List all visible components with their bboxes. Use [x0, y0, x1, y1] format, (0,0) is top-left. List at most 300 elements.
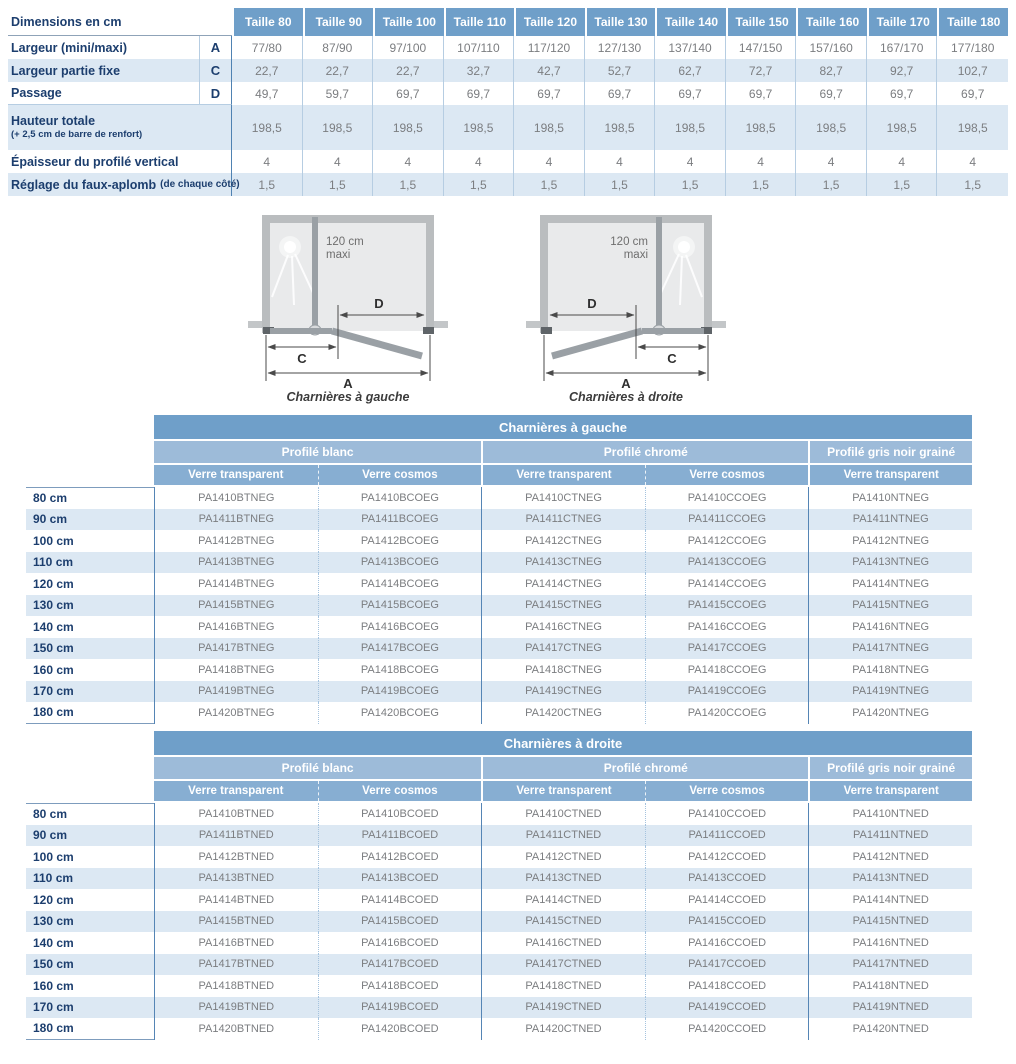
- dimension-value-cell: 52,7: [585, 59, 656, 82]
- product-row: [26, 616, 972, 638]
- spacer: [26, 731, 154, 755]
- size-header-cell: Taille 140: [655, 8, 726, 36]
- product-code-cell: PA1418BCOEG: [318, 659, 482, 681]
- dimension-value-cell: 198,5: [867, 105, 938, 150]
- dimension-value-cell: 82,7: [796, 59, 867, 82]
- spacer: [26, 415, 154, 439]
- dimension-value-cell: 4: [585, 150, 656, 173]
- product-code-cell: PA1417BTNEG: [154, 638, 318, 660]
- product-code-cell: PA1419CTNEG: [481, 681, 645, 703]
- row-label: Largeur (mini/maxi): [8, 36, 200, 59]
- product-code-cell: PA1410BCOEG: [318, 487, 482, 509]
- product-code-cell: PA1415CCOED: [645, 911, 809, 933]
- size-label: 140 cm: [33, 619, 74, 634]
- product-code-cell: PA1412CTNEG: [481, 530, 645, 552]
- product-code-cell: PA1416CTNEG: [481, 616, 645, 638]
- product-code-cell: PA1411CTNEG: [481, 509, 645, 531]
- product-code-cell: PA1416CCOED: [645, 932, 809, 954]
- size-label: 110 cm: [33, 555, 74, 570]
- product-code-cell: PA1419BTNEG: [154, 681, 318, 703]
- profile-chrome-header: Profilé chromé: [481, 757, 808, 779]
- dimension-value-cell: 102,7: [957, 63, 988, 78]
- product-code-cell: PA1416NTNEG: [808, 616, 972, 638]
- profile-chrome-header: Profilé chromé: [481, 441, 808, 463]
- product-code-cell: PA1410NTNED: [808, 803, 972, 825]
- product-row: [26, 803, 972, 825]
- product-code-cell: PA1413BTNEG: [154, 552, 318, 574]
- dimension-value-cell: 69,7: [726, 82, 797, 105]
- dimension-value-cell: 87/90: [303, 36, 374, 59]
- row-largeur-partie-fixe: [8, 59, 1008, 82]
- spacer: [26, 757, 154, 779]
- bottom-sill: [642, 328, 704, 334]
- product-code-cell: PA1416BTNEG: [154, 616, 318, 638]
- product-code-cell: PA1415BTNED: [154, 911, 318, 933]
- product-code-cell: PA1417CTNED: [481, 954, 645, 976]
- profile-gris-noir-header: Profilé gris noir grainé: [808, 757, 972, 779]
- size-header-cell: Taille 130: [585, 8, 656, 36]
- diagram-hinges-right: [526, 209, 726, 395]
- product-table-body: [26, 487, 972, 724]
- dim-c-label: C: [667, 351, 677, 366]
- product-code-cell: PA1414BTNEG: [154, 573, 318, 595]
- product-code-cell: PA1419NTNED: [808, 997, 972, 1019]
- dimension-value-cell: 69,7: [373, 82, 444, 105]
- row-label-sub: (+ 2,5 cm de barre de renfort): [11, 129, 143, 141]
- dim-a-label: A: [621, 376, 631, 391]
- row-epaisseur-profile: [8, 150, 1008, 173]
- product-code-cell: PA1413BCOEG: [318, 552, 482, 574]
- spacer: [26, 441, 154, 463]
- product-code-cell: PA1413CCOED: [645, 868, 809, 890]
- product-code-cell: PA1411BTNEG: [154, 509, 318, 531]
- product-code-cell: PA1419NTNEG: [808, 681, 972, 703]
- glass-type-header: Verre transparent: [154, 781, 318, 801]
- product-code-cell: PA1414BTNED: [154, 889, 318, 911]
- caption-hinges-right: Charnières à droite: [569, 390, 683, 404]
- dimension-value-cell: 198,5: [232, 105, 303, 150]
- dimension-value-cell: 4: [303, 150, 374, 173]
- profile-blanc-header: Profilé blanc: [154, 441, 481, 463]
- product-row: [26, 659, 972, 681]
- dimension-value-cell: 4: [969, 154, 977, 169]
- product-code-cell: PA1420BTNEG: [154, 702, 318, 724]
- product-code-cell: PA1414CCOEG: [645, 573, 809, 595]
- product-code-cell: PA1412CCOEG: [645, 530, 809, 552]
- product-row: [26, 552, 972, 574]
- size-header-cell: Taille 110: [444, 8, 515, 36]
- product-code-cell: PA1412CTNED: [481, 846, 645, 868]
- product-code-cell: PA1417NTNED: [808, 954, 972, 976]
- product-code-cell: PA1420CCOED: [645, 1018, 809, 1040]
- dimension-value-cell: 1,5: [655, 173, 726, 196]
- row-label-main: Hauteur totale: [11, 113, 96, 128]
- product-code-cell: PA1412CCOED: [645, 846, 809, 868]
- dim-d-label: D: [374, 296, 384, 311]
- dimension-value-cell: 198,5: [796, 105, 867, 150]
- product-code-cell: PA1420NTNEG: [808, 702, 972, 724]
- product-code-cell: PA1416BTNED: [154, 932, 318, 954]
- profile-header-row: [26, 441, 972, 463]
- row-letter: A: [200, 36, 232, 59]
- product-code-cell: PA1411NTNEG: [808, 509, 972, 531]
- product-code-cell: PA1420CCOEG: [645, 702, 809, 724]
- size-header-cell: Taille 90: [303, 8, 374, 36]
- diagram-hinges-left: [248, 209, 448, 395]
- row-label: [8, 105, 232, 150]
- dimension-value-cell: 198,5: [373, 105, 444, 150]
- caption-hinges-left: Charnières à gauche: [286, 390, 410, 404]
- product-code-cell: PA1413BTNED: [154, 868, 318, 890]
- dimension-value-cell: 198,5: [957, 120, 988, 135]
- profile-gris-noir-header: Profilé gris noir grainé: [808, 441, 972, 463]
- product-code-cell: PA1419BCOED: [318, 997, 482, 1019]
- product-row: [26, 573, 972, 595]
- dimension-value-cell: 59,7: [303, 82, 374, 105]
- size-header-cell: Taille 160: [796, 8, 867, 36]
- product-code-cell: PA1413CTNEG: [481, 552, 645, 574]
- product-code-cell: PA1418NTNED: [808, 975, 972, 997]
- product-code-cell: PA1419BCOEG: [318, 681, 482, 703]
- size-header-cell: Taille 80: [232, 8, 303, 36]
- dimension-value-cell: 4: [232, 150, 303, 173]
- product-code-cell: PA1410CTNED: [481, 803, 645, 825]
- glass-type-header: Verre transparent: [154, 465, 318, 485]
- product-code-cell: PA1415BTNEG: [154, 595, 318, 617]
- product-code-cell: PA1417BTNED: [154, 954, 318, 976]
- size-label: 100 cm: [33, 533, 74, 548]
- product-code-cell: PA1412BTNED: [154, 846, 318, 868]
- size-label: 90 cm: [33, 828, 68, 843]
- product-code-cell: PA1420BCOEG: [318, 702, 482, 724]
- dimension-value-cell: 198,5: [444, 105, 515, 150]
- product-code-cell: PA1410CCOED: [645, 803, 809, 825]
- product-code-cell: PA1414NTNEG: [808, 573, 972, 595]
- product-row: [26, 911, 972, 933]
- product-code-cell: PA1415NTNEG: [808, 595, 972, 617]
- row-label-sub: (de chaque côté): [160, 179, 240, 190]
- product-code-cell: PA1414BCOED: [318, 889, 482, 911]
- glass-type-header: Verre transparent: [808, 465, 972, 485]
- product-code-cell: PA1418NTNEG: [808, 659, 972, 681]
- product-row: [26, 846, 972, 868]
- glass-type-header: Verre transparent: [481, 465, 645, 485]
- dimension-value-cell: 198,5: [514, 105, 585, 150]
- size-label: 100 cm: [33, 849, 74, 864]
- product-code-cell: PA1411CCOEG: [645, 509, 809, 531]
- product-code-cell: PA1416NTNED: [808, 932, 972, 954]
- product-table-title-row: [26, 731, 972, 755]
- product-code-cell: PA1410BCOED: [318, 803, 482, 825]
- row-label: Passage: [8, 82, 200, 105]
- dimensions-corner-label: Dimensions en cm: [8, 8, 232, 36]
- dimension-value-cell: 22,7: [232, 59, 303, 82]
- product-code-cell: PA1413BCOED: [318, 868, 482, 890]
- product-code-cell: PA1417CTNEG: [481, 638, 645, 660]
- dimension-value-cell: 127/130: [585, 36, 656, 59]
- product-code-cell: PA1414CTNED: [481, 889, 645, 911]
- glass-header-row: [26, 465, 972, 485]
- size-label: 180 cm: [26, 1018, 154, 1040]
- size-label: 110 cm: [33, 871, 74, 886]
- dimension-value-cell: 1,5: [964, 177, 982, 192]
- product-code-cell: PA1417CCOEG: [645, 638, 809, 660]
- product-code-cell: PA1411BCOED: [318, 825, 482, 847]
- dimension-value-cell: 167/170: [867, 36, 938, 59]
- product-code-cell: PA1420BTNED: [154, 1018, 318, 1040]
- dimension-value-cell: 22,7: [303, 59, 374, 82]
- dimension-value-cell: 69,7: [585, 82, 656, 105]
- dimension-value-cell: 62,7: [655, 59, 726, 82]
- size-label: 160 cm: [33, 662, 74, 677]
- product-code-cell: PA1418BCOED: [318, 975, 482, 997]
- glass-header-row: [26, 781, 972, 801]
- dimension-value-cell: 147/150: [726, 36, 797, 59]
- row-label: Largeur partie fixe: [8, 59, 200, 82]
- product-code-cell: PA1414BCOEG: [318, 573, 482, 595]
- product-row: [26, 509, 972, 531]
- size-label: 120 cm: [33, 892, 74, 907]
- dim-d-label: D: [587, 296, 597, 311]
- size-header-cell: Taille 100: [373, 8, 444, 36]
- size-label: 150 cm: [33, 957, 74, 972]
- dimension-value-cell: 69,7: [867, 82, 938, 105]
- dimension-value-cell: 1,5: [585, 173, 656, 196]
- dim-c-label: C: [297, 351, 307, 366]
- row-reglage-faux-aplomb: [8, 173, 1008, 196]
- product-row: [26, 1018, 972, 1040]
- size-label: 130 cm: [33, 914, 74, 929]
- spacer: [26, 781, 154, 801]
- product-row: [26, 889, 972, 911]
- dimension-value-cell: 107/110: [444, 36, 515, 59]
- dimension-value-cell: 157/160: [796, 36, 867, 59]
- door-open: [332, 331, 422, 356]
- product-row: [26, 595, 972, 617]
- size-label: 130 cm: [33, 598, 74, 613]
- product-code-cell: PA1418CCOED: [645, 975, 809, 997]
- product-code-cell: PA1415NTNED: [808, 911, 972, 933]
- profile-header-row: [26, 757, 972, 779]
- row-letter: D: [200, 82, 232, 105]
- dimension-value-cell: 42,7: [514, 59, 585, 82]
- product-code-cell: PA1414CTNEG: [481, 573, 645, 595]
- dimension-value-cell: 198,5: [303, 105, 374, 150]
- size-label: 90 cm: [33, 512, 68, 527]
- dimension-value-cell: 4: [867, 150, 938, 173]
- dimension-value-cell: 177/180: [951, 40, 995, 55]
- product-row: [26, 681, 972, 703]
- product-code-cell: PA1419CTNED: [481, 997, 645, 1019]
- size-label: 150 cm: [33, 641, 74, 656]
- dimension-value-cell: 22,7: [373, 59, 444, 82]
- glass-type-header: Verre transparent: [808, 781, 972, 801]
- max-width-label: 120 cm maxi: [326, 236, 364, 261]
- product-code-cell: PA1417BCOED: [318, 954, 482, 976]
- size-label: 180 cm: [26, 702, 154, 724]
- product-code-cell: PA1411CTNED: [481, 825, 645, 847]
- product-code-cell: PA1420NTNED: [808, 1018, 972, 1040]
- dimension-value-cell: 1,5: [373, 173, 444, 196]
- dimension-value-cell: 4: [444, 150, 515, 173]
- product-code-cell: PA1420CTNED: [481, 1018, 645, 1040]
- size-label: 170 cm: [33, 684, 74, 699]
- size-label: 170 cm: [33, 1000, 74, 1015]
- dimension-value-cell: 137/140: [655, 36, 726, 59]
- product-table-title: Charnières à droite: [154, 731, 972, 755]
- size-header-cell: Taille 180: [937, 8, 1008, 36]
- size-label: 80 cm: [26, 803, 154, 825]
- dimension-value-cell: 49,7: [232, 82, 303, 105]
- product-row: [26, 702, 972, 724]
- dimensions-table: [8, 8, 1008, 196]
- row-label: [8, 173, 240, 196]
- product-row: [26, 487, 972, 509]
- product-code-cell: PA1416BCOEG: [318, 616, 482, 638]
- product-row: [26, 638, 972, 660]
- dimension-value-cell: 92,7: [867, 59, 938, 82]
- product-row: [26, 975, 972, 997]
- product-code-cell: PA1411CCOED: [645, 825, 809, 847]
- product-code-cell: PA1417NTNEG: [808, 638, 972, 660]
- dimension-value-cell: 77/80: [232, 36, 303, 59]
- product-code-cell: PA1415BCOED: [318, 911, 482, 933]
- size-header-cell: Taille 150: [726, 8, 797, 36]
- product-row: [26, 825, 972, 847]
- dimension-value-cell: 198,5: [585, 105, 656, 150]
- enclosure-walls: [526, 215, 726, 334]
- product-code-cell: PA1419CCOEG: [645, 681, 809, 703]
- dimension-value-cell: 1,5: [232, 173, 303, 196]
- dimensions-header-row: [8, 8, 1008, 36]
- glass-type-header: Verre transparent: [481, 781, 645, 801]
- dimension-value-cell: 97/100: [373, 36, 444, 59]
- size-header-cell: Taille 120: [514, 8, 585, 36]
- dimension-value-cell: 32,7: [444, 59, 515, 82]
- product-code-cell: PA1411BCOEG: [318, 509, 482, 531]
- enclosure-walls: [248, 215, 448, 334]
- dimension-value-cell: 1,5: [514, 173, 585, 196]
- product-code-cell: PA1412NTNED: [808, 846, 972, 868]
- dimension-value-cell: 1,5: [444, 173, 515, 196]
- row-letter: C: [200, 59, 232, 82]
- product-table-title: Charnières à gauche: [154, 415, 972, 439]
- product-code-cell: PA1415CCOEG: [645, 595, 809, 617]
- row-hauteur-totale: [8, 105, 1008, 150]
- product-table-hinges-right: [26, 731, 972, 1040]
- dimension-value-cell: 4: [655, 150, 726, 173]
- dimension-value-cell: 4: [373, 150, 444, 173]
- product-code-cell: PA1416BCOED: [318, 932, 482, 954]
- product-row: [26, 932, 972, 954]
- product-row: [26, 997, 972, 1019]
- product-code-cell: PA1414NTNED: [808, 889, 972, 911]
- door-open: [552, 331, 642, 356]
- product-code-cell: PA1413NTNEG: [808, 552, 972, 574]
- spacer: [26, 465, 154, 485]
- product-code-cell: PA1415BCOEG: [318, 595, 482, 617]
- dimension-value-cell: 69,7: [514, 82, 585, 105]
- glass-type-header: Verre cosmos: [318, 781, 482, 801]
- product-code-cell: PA1418BTNED: [154, 975, 318, 997]
- product-code-cell: PA1417CCOED: [645, 954, 809, 976]
- product-code-cell: PA1415CTNED: [481, 911, 645, 933]
- product-table-hinges-left: [26, 415, 972, 724]
- size-label: 140 cm: [33, 935, 74, 950]
- dimension-value-cell: 1,5: [867, 173, 938, 196]
- dimension-value-cell: 198,5: [726, 105, 797, 150]
- size-label: 120 cm: [33, 576, 74, 591]
- row-passage: [8, 82, 1008, 105]
- product-code-cell: PA1411NTNED: [808, 825, 972, 847]
- product-code-cell: PA1411BTNED: [154, 825, 318, 847]
- product-row: [26, 530, 972, 552]
- product-code-cell: PA1416CTNED: [481, 932, 645, 954]
- product-row: [26, 868, 972, 890]
- dimension-value-cell: 4: [796, 150, 867, 173]
- dimension-value-cell: 69,7: [444, 82, 515, 105]
- dimension-value-cell: 1,5: [796, 173, 867, 196]
- product-row: [26, 954, 972, 976]
- product-code-cell: PA1417BCOEG: [318, 638, 482, 660]
- dimension-value-cell: 1,5: [726, 173, 797, 196]
- glass-type-header: Verre cosmos: [645, 465, 809, 485]
- size-label: 80 cm: [26, 487, 154, 509]
- product-code-cell: PA1413NTNED: [808, 868, 972, 890]
- product-code-cell: PA1412BCOED: [318, 846, 482, 868]
- row-largeur-mini-maxi: [8, 36, 1008, 59]
- size-header-cell: Taille 170: [867, 8, 938, 36]
- product-code-cell: PA1410CCOEG: [645, 487, 809, 509]
- dimension-value-cell: 1,5: [303, 173, 374, 196]
- product-table-title-row: [26, 415, 972, 439]
- product-code-cell: PA1412BCOEG: [318, 530, 482, 552]
- dimension-value-cell: 4: [514, 150, 585, 173]
- dimension-value-cell: 69,7: [961, 86, 985, 101]
- dimension-value-cell: 69,7: [796, 82, 867, 105]
- product-code-cell: PA1413CCOEG: [645, 552, 809, 574]
- dim-a-label: A: [343, 376, 353, 391]
- product-code-cell: PA1420CTNEG: [481, 702, 645, 724]
- max-width-label: 120 cm maxi: [610, 236, 648, 261]
- product-code-cell: PA1418CTNED: [481, 975, 645, 997]
- profile-blanc-header: Profilé blanc: [154, 757, 481, 779]
- product-code-cell: PA1418CTNEG: [481, 659, 645, 681]
- product-code-cell: PA1410BTNEG: [154, 487, 318, 509]
- product-code-cell: PA1413CTNED: [481, 868, 645, 890]
- dimension-value-cell: 198,5: [655, 105, 726, 150]
- row-label-main: Réglage du faux-aplomb: [11, 177, 157, 192]
- product-code-cell: PA1419CCOED: [645, 997, 809, 1019]
- dimension-value-cell: 69,7: [655, 82, 726, 105]
- product-code-cell: PA1420BCOED: [318, 1018, 482, 1040]
- glass-type-header: Verre cosmos: [318, 465, 482, 485]
- glass-type-header: Verre cosmos: [645, 781, 809, 801]
- product-code-cell: PA1418CCOEG: [645, 659, 809, 681]
- product-code-cell: PA1414CCOED: [645, 889, 809, 911]
- product-code-cell: PA1416CCOEG: [645, 616, 809, 638]
- row-label: Épaisseur du profilé vertical: [8, 150, 232, 173]
- dimension-value-cell: 72,7: [726, 59, 797, 82]
- product-code-cell: PA1412NTNEG: [808, 530, 972, 552]
- product-table-body: [26, 803, 972, 1040]
- product-code-cell: PA1415CTNEG: [481, 595, 645, 617]
- dimension-value-cell: 117/120: [514, 36, 585, 59]
- product-code-cell: PA1412BTNEG: [154, 530, 318, 552]
- product-code-cell: PA1410BTNED: [154, 803, 318, 825]
- product-code-cell: PA1410NTNEG: [808, 487, 972, 509]
- product-code-cell: PA1418BTNEG: [154, 659, 318, 681]
